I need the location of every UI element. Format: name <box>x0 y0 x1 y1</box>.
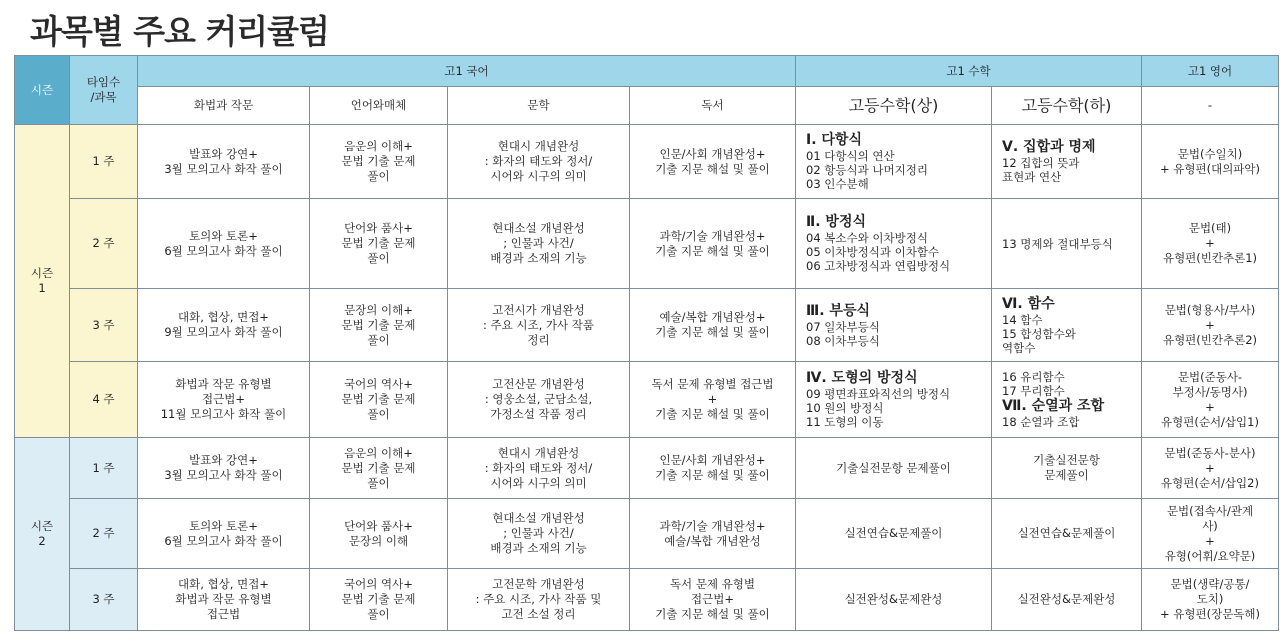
cell-line: 풀이 <box>367 607 390 621</box>
cell-line: 인문/사회 개념완성+ <box>659 146 766 161</box>
cell-line: 현대시 개념완성 <box>497 445 580 460</box>
cell-line: + <box>1205 533 1215 548</box>
math-unit-item: 14 함수 <box>1002 312 1043 327</box>
cell-writing <box>138 289 310 362</box>
table-row <box>15 199 1279 289</box>
korean-header: 고1 국어 <box>138 56 796 87</box>
curriculum-table <box>14 55 1279 631</box>
table-row <box>15 499 1279 569</box>
math-unit-item: 16 유리함수 <box>1002 370 1065 384</box>
cell-line: 음운의 이해+ <box>344 139 413 153</box>
week-label: 2 주 <box>70 499 138 569</box>
table-row <box>15 569 1279 631</box>
cell-line: 기출실전문항 문제풀이 <box>836 460 951 475</box>
cell-line: 문법(수일치) <box>1177 146 1243 161</box>
cell-line: 11월 모의고사 화작 풀이 <box>160 407 287 421</box>
cell-line: 문법(형용사/부사) <box>1164 302 1256 317</box>
cell-line: 토의와 토론+ <box>189 228 258 243</box>
math-unit-item: 10 원의 방정식 <box>806 401 884 415</box>
cell-line: 현대소설 개념완성 <box>492 221 585 235</box>
cell-literature <box>448 438 630 499</box>
cell-line: 기출 지문 해설 및 풀이 <box>655 607 770 621</box>
cell-line: 기출실전문항 <box>1033 453 1100 467</box>
math-chapter-title: Ⅱ. 방정식 <box>806 214 866 230</box>
cell-line: 6월 모의고사 화작 풀이 <box>164 533 283 548</box>
season-label-line: 시즌 <box>30 519 54 533</box>
cell-line: 문법(접속사/관계 <box>1166 503 1254 518</box>
cell-line: 기출 지문 해설 및 풀이 <box>655 243 770 258</box>
cell-english <box>1142 438 1279 499</box>
cell-math-upper <box>796 569 992 631</box>
cell-math-lower <box>992 438 1142 499</box>
cell-language <box>310 125 448 199</box>
math-header: 고1 수학 <box>796 56 1142 87</box>
type-header-line: /과목 <box>90 90 117 104</box>
cell-writing <box>138 125 310 199</box>
cell-line: 3월 모의고사 화작 풀이 <box>164 161 283 176</box>
cell-literature <box>448 569 630 631</box>
cell-line: 접근법+ <box>691 592 734 606</box>
cell-line: 발표와 강연+ <box>189 453 258 467</box>
cell-line: 유형(어휘/요약문) <box>1164 548 1256 563</box>
season-label-line: 시즌 <box>30 266 54 280</box>
cell-line: 음운의 이해+ <box>344 445 413 460</box>
cell-reading <box>630 499 796 569</box>
cell-reading <box>630 289 796 362</box>
cell-line: + 유형편(대의파악) <box>1159 161 1261 176</box>
math-unit-item: 01 다항식의 연산 <box>806 149 895 163</box>
cell-line: 대화, 협상, 면접+ <box>178 577 269 591</box>
cell-line: 부정사/동명사) <box>1172 384 1248 399</box>
cell-line: 대화, 협상, 면접+ <box>178 310 269 324</box>
subject-language: 언어와매체 <box>310 87 448 125</box>
season-label <box>15 125 70 438</box>
cell-line: 실전연습&문제풀이 <box>844 526 943 540</box>
cell-line: 예술/복합 개념완성+ <box>659 310 766 324</box>
cell-writing <box>138 499 310 569</box>
page-title: 과목별 주요 커리큘럼 <box>30 12 329 51</box>
math-chapter-title: Ⅳ. 도형의 방정식 <box>806 370 918 386</box>
type-header <box>70 56 138 125</box>
cell-math-lower <box>992 499 1142 569</box>
cell-line: 독서 문제 유형별 접근법 <box>651 377 774 391</box>
cell-line: 문법(생략/공통/ <box>1170 577 1250 591</box>
table-row <box>15 289 1279 362</box>
cell-math-lower <box>992 289 1142 362</box>
cell-reading <box>630 199 796 289</box>
cell-line: : 화자의 태도와 정서/ <box>484 460 593 475</box>
subject-literature: 문학 <box>448 87 630 125</box>
cell-reading <box>630 125 796 199</box>
cell-literature <box>448 362 630 438</box>
math-chapter-title: Ⅵ. 함수 <box>1002 295 1055 312</box>
cell-english <box>1142 499 1279 569</box>
table-row <box>15 125 1279 199</box>
cell-line: 국어의 역사+ <box>344 377 413 391</box>
cell-line: 풀이 <box>367 407 390 421</box>
cell-line: 국어의 역사+ <box>344 577 413 591</box>
cell-line: 발표와 강연+ <box>189 146 258 161</box>
season-label-line: 1 <box>38 281 46 295</box>
cell-line: ; 인물과 사건/ <box>503 236 574 250</box>
math-unit-item: 02 항등식과 나머지정리 <box>806 163 928 177</box>
cell-line: 문법(태) <box>1188 221 1232 235</box>
math-unit-item: 05 이차방정식과 이차함수 <box>806 245 940 259</box>
cell-line: ; 인물과 사건/ <box>503 526 574 540</box>
cell-line: 3월 모의고사 화작 풀이 <box>164 468 283 482</box>
cell-math-lower <box>992 362 1142 438</box>
cell-line: 기출 지문 해설 및 풀이 <box>655 325 770 339</box>
cell-line: 문법 기출 문제 <box>341 392 416 406</box>
cell-math-lower <box>992 125 1142 199</box>
cell-line: 문법 기출 문제 <box>341 236 416 250</box>
cell-line: 단어와 품사+ <box>344 518 413 533</box>
cell-line: 과학/기술 개념완성+ <box>659 228 766 243</box>
cell-writing <box>138 362 310 438</box>
cell-math-upper <box>796 289 992 362</box>
cell-line: 풀이 <box>367 169 390 183</box>
cell-line: 9월 모의고사 화작 풀이 <box>164 325 283 339</box>
cell-reading <box>630 438 796 499</box>
week-label: 4 주 <box>70 362 138 438</box>
cell-language <box>310 199 448 289</box>
cell-line: 고전문학 개념완성 <box>492 577 585 591</box>
cell-line: 풀이 <box>367 251 390 265</box>
cell-language <box>310 499 448 569</box>
english-header: 고1 영어 <box>1142 56 1279 87</box>
cell-line: + 유형편(장문독해) <box>1159 607 1261 621</box>
cell-math-upper <box>796 499 992 569</box>
cell-line: + <box>1205 399 1215 414</box>
cell-line: 과학/기술 개념완성+ <box>659 518 766 533</box>
cell-line: 접근법+ <box>202 392 245 406</box>
cell-line: 문법 기출 문제 <box>341 154 416 168</box>
cell-line: 현대소설 개념완성 <box>492 511 585 525</box>
cell-line: 시어와 시구의 의미 <box>490 475 587 490</box>
cell-line: 고전산문 개념완성 <box>492 377 585 391</box>
season-header: 시즌 <box>15 56 70 125</box>
cell-line: 실전연습&문제풀이 <box>1017 526 1116 540</box>
cell-writing <box>138 438 310 499</box>
cell-english <box>1142 289 1279 362</box>
cell-line: 시어와 시구의 의미 <box>490 169 587 183</box>
cell-language <box>310 289 448 362</box>
subject-math-lower: 고등수학(하) <box>992 87 1142 125</box>
math-chapter-title: Ⅴ. 집합과 명제 <box>1002 139 1096 155</box>
cell-line: 문법 기출 문제 <box>341 460 416 475</box>
math-unit-item: 18 순열과 조합 <box>1002 415 1080 429</box>
cell-line: + <box>1205 317 1215 332</box>
cell-english <box>1142 569 1279 631</box>
cell-line: 실전완성&문제완성 <box>1017 592 1116 606</box>
cell-line: 토의와 토론+ <box>189 518 258 533</box>
cell-writing <box>138 199 310 289</box>
math-unit-item: 15 합성함수와 <box>1002 326 1076 341</box>
math-chapter-title: Ⅶ. 순열과 조합 <box>1002 398 1105 414</box>
cell-english <box>1142 199 1279 289</box>
cell-line: 문장의 이해+ <box>344 302 413 317</box>
cell-math-upper <box>796 125 992 199</box>
cell-line: 배경과 소재의 기능 <box>490 541 587 555</box>
cell-line: 고전 소설 정리 <box>501 607 576 621</box>
cell-line: 문법 기출 문제 <box>341 592 416 606</box>
cell-line: 유형편(빈칸추론1) <box>1162 251 1258 265</box>
subject-reading: 독서 <box>630 87 796 125</box>
cell-line: + <box>1205 460 1215 475</box>
cell-line: 접근법 <box>206 607 241 621</box>
cell-line: 도치) <box>1196 592 1224 606</box>
cell-line: 실전완성&문제완성 <box>844 592 943 606</box>
cell-line: 가정소설 작품 정리 <box>490 407 587 421</box>
subject-math-upper: 고등수학(상) <box>796 87 992 125</box>
cell-line: 배경과 소재의 기능 <box>490 251 587 265</box>
subject-english: - <box>1142 87 1279 125</box>
cell-line: 문법(준동사-분사) <box>1164 445 1256 460</box>
cell-language <box>310 438 448 499</box>
cell-math-upper <box>796 438 992 499</box>
cell-line: 6월 모의고사 화작 풀이 <box>164 243 283 258</box>
math-chapter-title: Ⅰ. 다항식 <box>806 132 862 148</box>
cell-line: 정리 <box>527 332 550 347</box>
cell-line: 유형편(순서/삽입1) <box>1161 414 1259 429</box>
week-label: 2 주 <box>70 199 138 289</box>
cell-line: 화법과 작문 유형별 <box>175 592 272 606</box>
cell-reading <box>630 362 796 438</box>
cell-line: 기출 지문 해설 및 풀이 <box>655 407 770 421</box>
cell-line: 유형편(빈칸추론2) <box>1162 332 1258 347</box>
math-unit-item: 09 평면좌표와직선의 방정식 <box>806 387 951 401</box>
cell-line: 유형편(순서/삽입2) <box>1161 475 1259 490</box>
cell-line: 기출 지문 해설 및 풀이 <box>655 161 770 176</box>
math-unit-item: 11 도형의 이동 <box>806 415 884 429</box>
cell-english <box>1142 362 1279 438</box>
cell-writing <box>138 569 310 631</box>
math-unit-item: 08 이차부등식 <box>806 333 880 348</box>
cell-math-upper <box>796 362 992 438</box>
table-row <box>15 362 1279 438</box>
cell-literature <box>448 199 630 289</box>
cell-line: 단어와 품사+ <box>344 221 413 235</box>
cell-line: 문제풀이 <box>1044 468 1089 482</box>
cell-line: + <box>707 392 718 406</box>
math-unit-item: 04 복소수와 이차방정식 <box>806 231 928 245</box>
math-unit-item: 07 일차부등식 <box>806 319 880 334</box>
cell-line: 풀이 <box>367 332 390 347</box>
cell-line: : 주요 시조, 가사 작품 및 <box>475 592 602 606</box>
cell-line: 고전시가 개념완성 <box>492 302 585 317</box>
table-row <box>15 438 1279 499</box>
cell-line: 예술/복합 개념완성 <box>664 533 761 548</box>
cell-literature <box>448 289 630 362</box>
math-unit-item: 17 무리함수 <box>1002 384 1065 398</box>
cell-reading <box>630 569 796 631</box>
cell-math-lower <box>992 199 1142 289</box>
cell-line: 인문/사회 개념완성+ <box>659 453 766 467</box>
cell-math-upper <box>796 199 992 289</box>
cell-line: 사) <box>1202 518 1218 533</box>
cell-literature <box>448 125 630 199</box>
cell-line: 문장의 이해 <box>348 533 409 548</box>
week-label: 1 주 <box>70 125 138 199</box>
cell-line: 문법 기출 문제 <box>341 317 416 332</box>
math-unit-item: 역함수 <box>1002 340 1036 355</box>
cell-english <box>1142 125 1279 199</box>
week-label: 1 주 <box>70 438 138 499</box>
curriculum-body <box>15 125 1279 631</box>
cell-line: 풀이 <box>367 475 390 490</box>
cell-line: : 화자의 태도와 정서/ <box>484 154 593 168</box>
season-label-line: 2 <box>38 534 46 548</box>
week-label: 3 주 <box>70 289 138 362</box>
cell-language <box>310 569 448 631</box>
cell-line: 기출 지문 해설 및 풀이 <box>655 468 770 482</box>
cell-math-lower <box>992 569 1142 631</box>
math-unit-item: 12 집합의 뜻과 <box>1002 156 1080 170</box>
math-unit-item: 13 명제와 절대부등식 <box>1002 236 1113 251</box>
math-unit-item: 표현과 연산 <box>1002 170 1062 184</box>
season-label <box>15 438 70 631</box>
type-header-line: 타임수 <box>86 75 121 89</box>
math-chapter-title: Ⅲ. 부등식 <box>806 302 870 319</box>
cell-literature <box>448 499 630 569</box>
week-label: 3 주 <box>70 569 138 631</box>
cell-language <box>310 362 448 438</box>
cell-line: + <box>1205 236 1215 250</box>
math-unit-item: 03 인수분해 <box>806 177 869 191</box>
cell-line: 문법(준동사- <box>1177 369 1243 384</box>
cell-line: : 영웅소설, 군담소설, <box>484 392 593 406</box>
cell-line: 독서 문제 유형별 <box>669 577 756 591</box>
cell-line: : 주요 시조, 가사 작품 <box>482 317 595 332</box>
cell-line: 현대시 개념완성 <box>497 139 580 153</box>
cell-line: 화법과 작문 유형별 <box>175 377 272 391</box>
subject-writing: 화법과 작문 <box>138 87 310 125</box>
math-unit-item: 06 고차방정식과 연립방정식 <box>806 259 951 273</box>
